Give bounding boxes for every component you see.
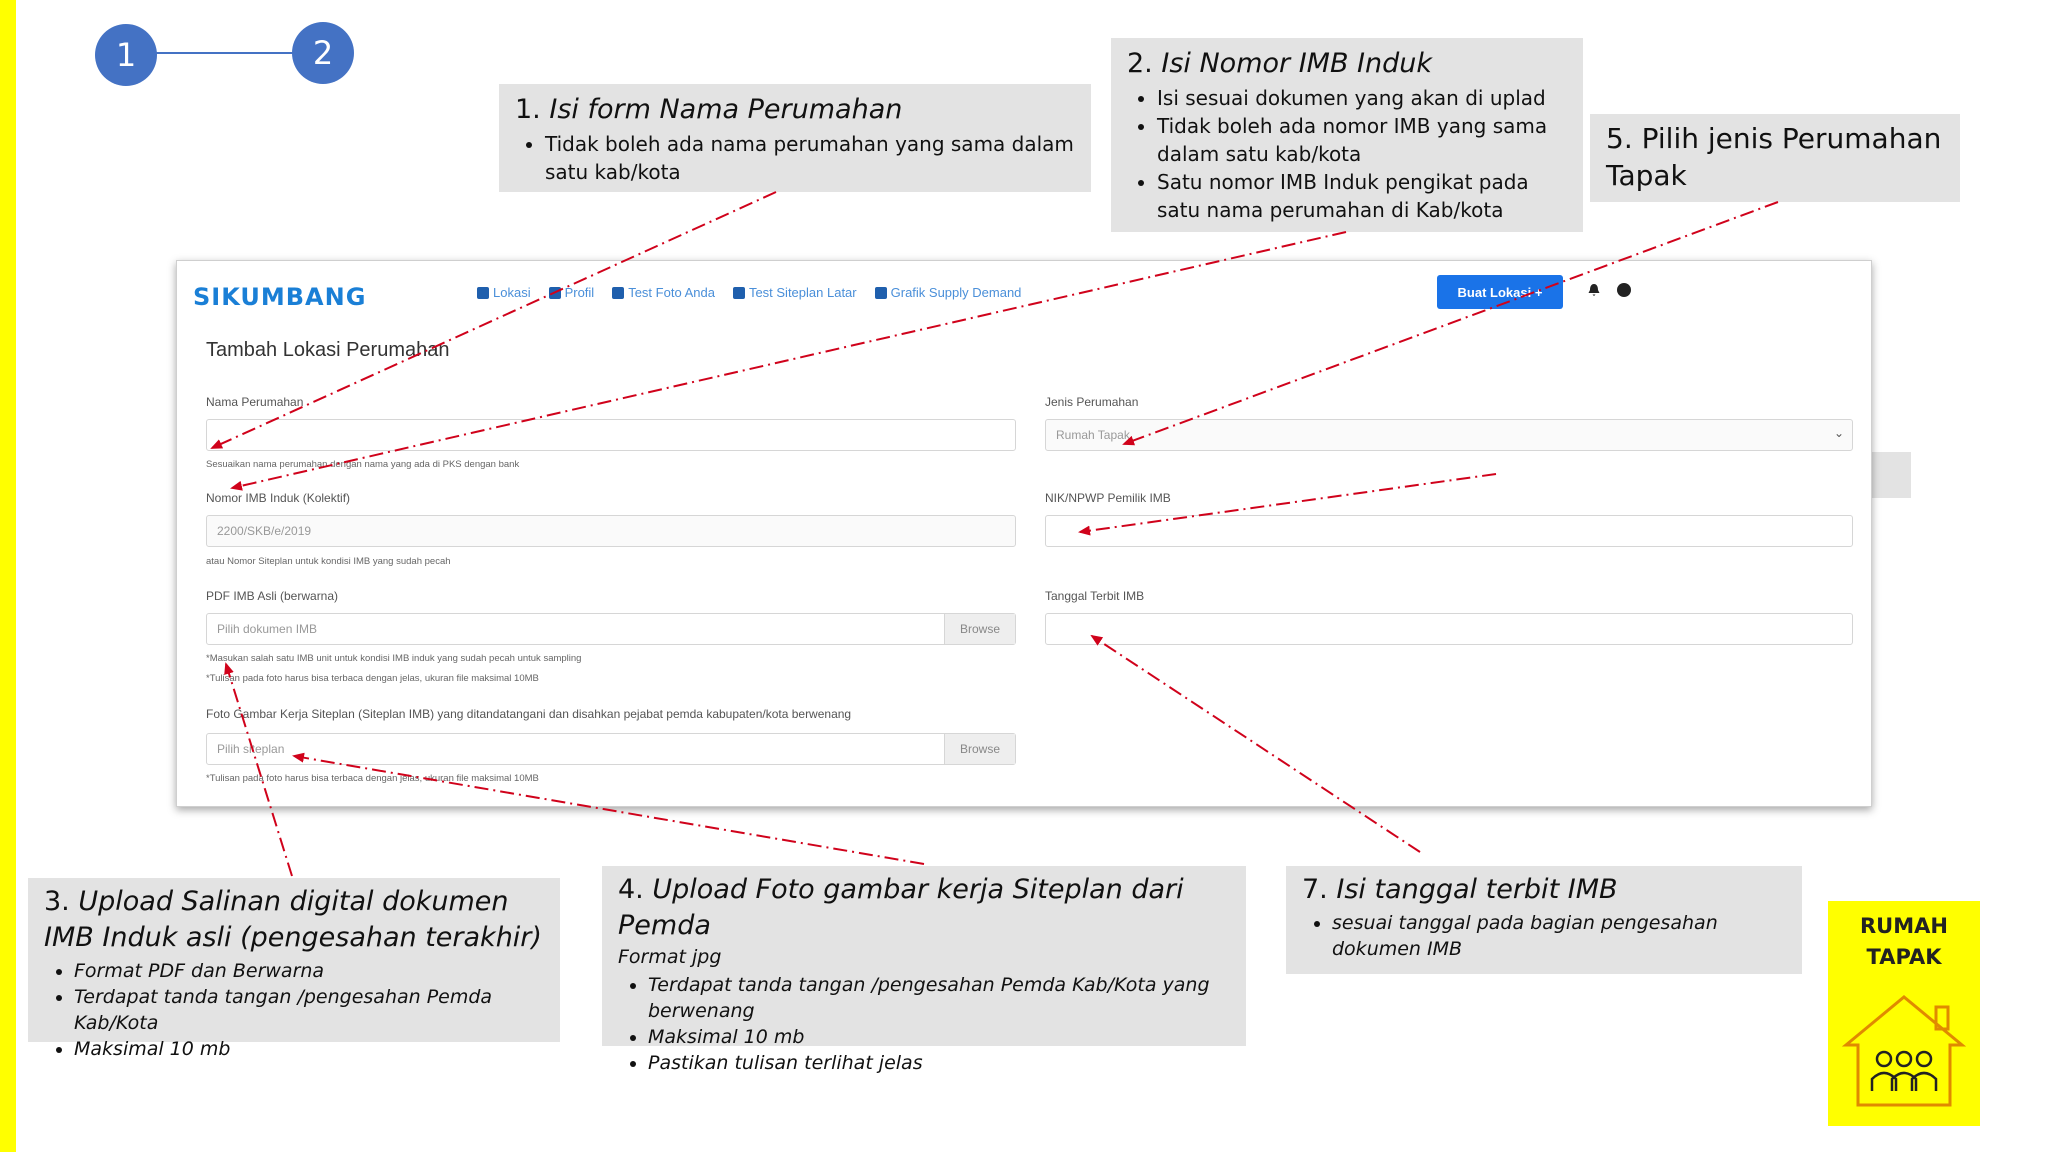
jenis-perumahan-label: Jenis Perumahan (1045, 395, 1139, 409)
pdf-browse-button[interactable]: Browse (944, 614, 1015, 644)
nav-item-lokasi[interactable]: Lokasi (477, 285, 531, 300)
nav-item-grafik[interactable]: Grafik Supply Demand (875, 285, 1022, 300)
nav-item-profil[interactable]: Profil (549, 285, 595, 300)
siteplan-browse-button[interactable]: Browse (944, 734, 1015, 764)
callout-bullet: • Tidak boleh ada nama perumahan yang sama dalam satu kab/kota (545, 130, 1075, 186)
callout-jenis-perumahan (1590, 114, 1960, 202)
callout-nomor-imb (1111, 38, 1583, 232)
create-location-button[interactable]: Buat Lokasi + (1437, 275, 1563, 309)
bell-icon[interactable] (1587, 283, 1601, 297)
callout-upload-imb (28, 878, 560, 1060)
callout-title: 4. Upload Foto gambar kerja Siteplan dari Pemda (618, 874, 1184, 941)
callout-bullets (1127, 84, 1567, 224)
step-1-circle[interactable]: 1 (95, 24, 157, 86)
callout-title: 5. Pilih jenis Perumahan Tapak (1606, 122, 1942, 192)
callout-bullet: • Isi sesuai dokumen yang akan di uplad (1157, 84, 1567, 112)
jenis-perumahan-value: Rumah Tapak (1056, 428, 1130, 442)
callout-upload-siteplan (602, 866, 1246, 1074)
image-icon (612, 287, 624, 299)
house-people-icon (1840, 993, 1968, 1109)
callout-bullet: • Maksimal 10 mb (74, 1036, 544, 1062)
callout-bullet: • Pastikan tulisan terlihat jelas (648, 1050, 1230, 1076)
callout-bullet: • Maksimal 10 mb (648, 1024, 1230, 1050)
callout-bullets (618, 972, 1230, 1076)
nomor-imb-input[interactable]: 2200/SKB/e/2019 (206, 515, 1016, 547)
tanggal-terbit-input[interactable] (1045, 613, 1853, 645)
nav-item-test-siteplan[interactable]: Test Siteplan Latar (733, 285, 857, 300)
callout-bullets (515, 130, 1075, 186)
user-icon (549, 287, 561, 299)
callout-bullet: • Satu nomor IMB Induk pengikat pada satu nama perumahan di Kab/kota (1157, 168, 1567, 224)
step-2-circle[interactable]: 2 (292, 22, 354, 84)
foto-siteplan-hint: *Tulisan pada foto harus bisa terbaca dengan jelas, ukuran file maksimal 10MB (206, 773, 539, 784)
pdf-imb-placeholder: Pilih dokumen IMB (217, 622, 318, 636)
top-nav (477, 285, 1021, 300)
nama-perumahan-label: Nama Perumahan (206, 395, 304, 409)
callout-nama-perumahan (499, 84, 1091, 192)
app-window (176, 260, 1872, 807)
foto-siteplan-file-input[interactable] (206, 733, 1016, 765)
chart-icon (875, 287, 887, 299)
map-icon (733, 287, 745, 299)
callout-title: 2. Isi Nomor IMB Induk (1127, 48, 1433, 79)
yellow-edge-bar (0, 0, 16, 1152)
callout-bullet: • Terdapat tanda tangan /pengesahan Pemda Kab/Kota (74, 984, 544, 1036)
callout-bullets (44, 958, 544, 1062)
rumah-tapak-badge (1828, 901, 1980, 1126)
pdf-imb-hint-1: *Masukan salah satu IMB unit untuk kondisi IMB induk yang sudah pecah untuk sampling (206, 653, 582, 664)
callout-tanggal-terbit (1286, 866, 1802, 974)
page-title: Tambah Lokasi Perumahan (206, 339, 450, 361)
nomor-imb-hint: atau Nomor Siteplan untuk kondisi IMB yang sudah pecah (206, 556, 451, 567)
nama-perumahan-hint: Sesuaikan nama perumahan dengan nama yang ada di PKS dengan bank (206, 459, 520, 470)
nik-npwp-input[interactable] (1045, 515, 1853, 547)
jenis-perumahan-select[interactable] (1045, 419, 1853, 451)
badge-label: RUMAH TAPAK (1860, 914, 1948, 969)
chevron-down-icon: ⌄ (1833, 426, 1844, 440)
nomor-imb-label: Nomor IMB Induk (Kolektif) (206, 491, 351, 505)
tanggal-terbit-label: Tanggal Terbit IMB (1045, 589, 1145, 603)
callout-bullet: • sesuai tanggal pada bagian pengesahan dokumen IMB (1332, 910, 1786, 962)
callout-title: 3. Upload Salinan digital dokumen IMB Induk asli (pengesahan terakhir) (44, 886, 542, 953)
callout-bullet: • Format PDF dan Berwarna (74, 958, 544, 984)
pdf-imb-file-input[interactable] (206, 613, 1016, 645)
callout-bullet: • Terdapat tanda tangan /pengesahan Pemda Kab/Kota yang berwenang (648, 972, 1230, 1024)
location-icon (477, 287, 489, 299)
foto-siteplan-placeholder: Pilih siteplan (217, 742, 285, 756)
callout-title: 7. Isi tanggal terbit IMB (1302, 874, 1618, 905)
user-circle-icon[interactable] (1617, 283, 1631, 297)
app-logo[interactable]: SIKUMBANG (193, 283, 367, 311)
foto-siteplan-label: Foto Gambar Kerja Siteplan (Siteplan IMB) yang ditandatangani dan disahkan pejabat pemda kabupaten/kota berwenang (206, 707, 852, 721)
pdf-imb-hint-2: *Tulisan pada foto harus bisa terbaca dengan jelas, ukuran file maksimal 10MB (206, 673, 539, 684)
callout-title: 1. Isi form Nama Perumahan (515, 94, 903, 125)
callout-bullets (1302, 910, 1786, 962)
nama-perumahan-input[interactable] (206, 419, 1016, 451)
nik-npwp-label: NIK/NPWP Pemilik IMB (1045, 491, 1171, 505)
callout-subtitle: Format jpg (618, 946, 722, 968)
callout-bullet: • Tidak boleh ada nomor IMB yang sama dalam satu kab/kota (1157, 112, 1567, 168)
nav-item-test-foto[interactable]: Test Foto Anda (612, 285, 715, 300)
pdf-imb-label: PDF IMB Asli (berwarna) (206, 589, 339, 603)
step-connector (156, 52, 296, 54)
